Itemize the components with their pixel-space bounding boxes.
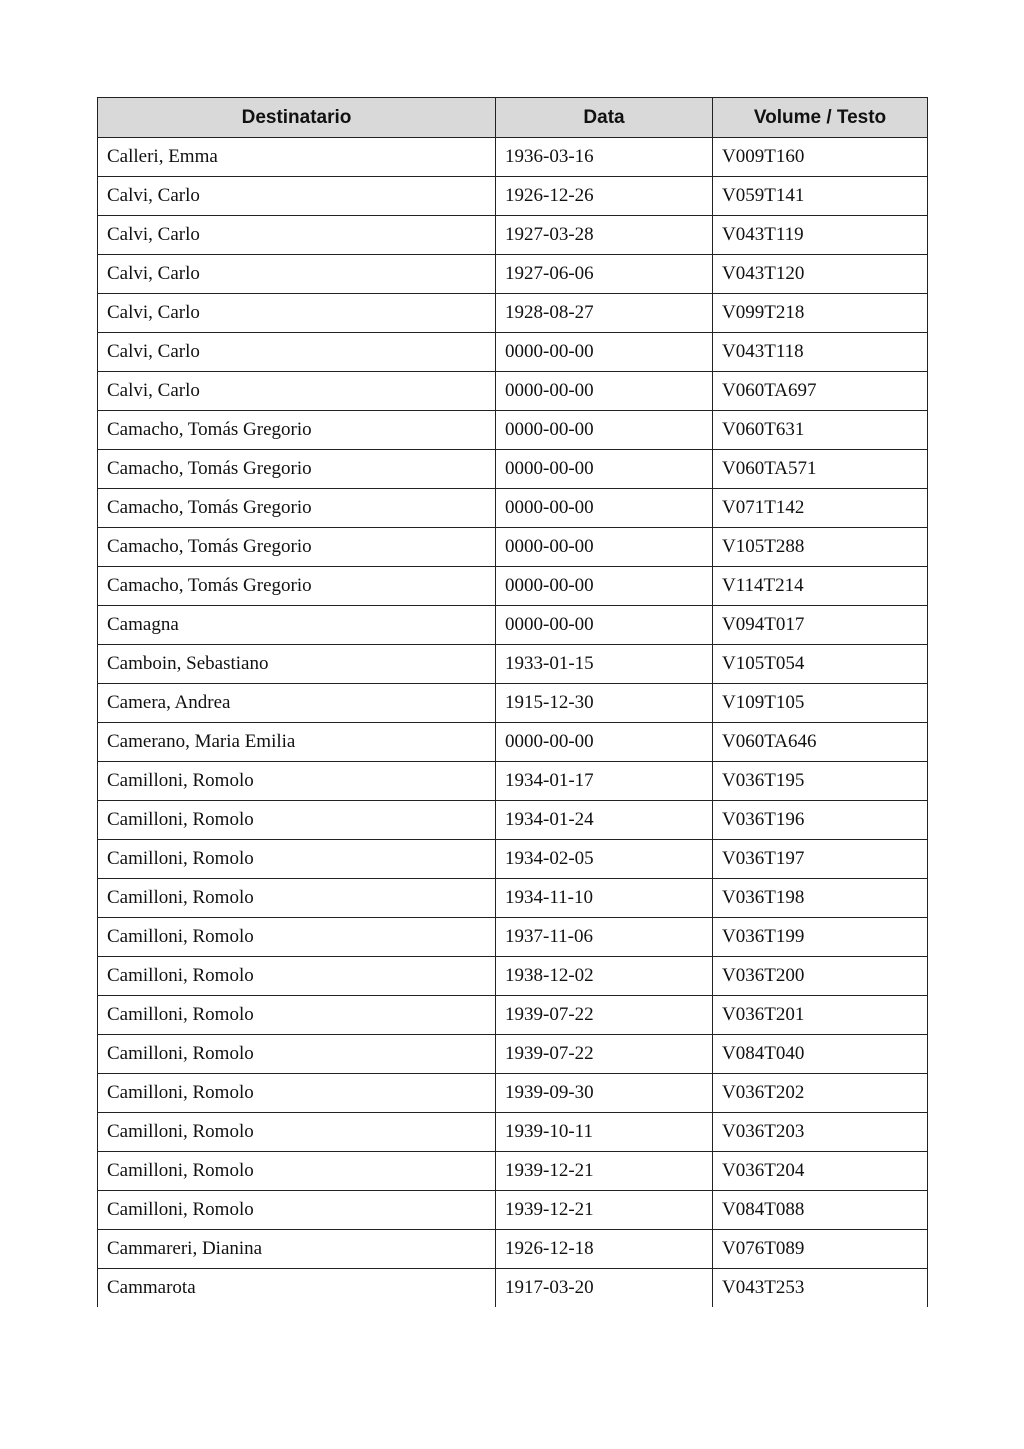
- cell-destinatario: Camagna: [98, 606, 496, 645]
- cell-volume-testo: V009T160: [713, 138, 928, 177]
- cell-volume-testo: V060TA571: [713, 450, 928, 489]
- table-row: [98, 1152, 928, 1191]
- cell-destinatario: Calvi, Carlo: [98, 333, 496, 372]
- cell-volume-testo: V036T197: [713, 840, 928, 879]
- table-row: [98, 138, 928, 177]
- cell-destinatario: Camera, Andrea: [98, 684, 496, 723]
- cell-destinatario: Calvi, Carlo: [98, 372, 496, 411]
- header-row: [98, 98, 928, 138]
- cell-destinatario: Cammareri, Dianina: [98, 1230, 496, 1269]
- table-row: [98, 1113, 928, 1152]
- cell-destinatario: Camilloni, Romolo: [98, 879, 496, 918]
- cell-data: 1937-11-06: [496, 918, 713, 957]
- cell-volume-testo: V076T089: [713, 1230, 928, 1269]
- table-row: [98, 957, 928, 996]
- cell-destinatario: Calvi, Carlo: [98, 294, 496, 333]
- table-row: [98, 1191, 928, 1230]
- header-destinatario: Destinatario: [98, 98, 496, 138]
- cell-data: 0000-00-00: [496, 723, 713, 762]
- cell-volume-testo: V084T088: [713, 1191, 928, 1230]
- cell-data: 1934-02-05: [496, 840, 713, 879]
- cell-data: 0000-00-00: [496, 567, 713, 606]
- table-row: [98, 1035, 928, 1074]
- table-row: [98, 567, 928, 606]
- cell-volume-testo: V114T214: [713, 567, 928, 606]
- table-row: [98, 684, 928, 723]
- cell-destinatario: Calvi, Carlo: [98, 216, 496, 255]
- cell-destinatario: Camilloni, Romolo: [98, 840, 496, 879]
- cell-volume-testo: V094T017: [713, 606, 928, 645]
- correspondence-table: [97, 97, 928, 1307]
- table-row: [98, 801, 928, 840]
- cell-destinatario: Camacho, Tomás Gregorio: [98, 489, 496, 528]
- cell-data: 1939-12-21: [496, 1152, 713, 1191]
- cell-data: 0000-00-00: [496, 450, 713, 489]
- cell-volume-testo: V036T201: [713, 996, 928, 1035]
- cell-data: 1939-07-22: [496, 1035, 713, 1074]
- cell-destinatario: Camacho, Tomás Gregorio: [98, 450, 496, 489]
- cell-data: 1933-01-15: [496, 645, 713, 684]
- cell-volume-testo: V036T200: [713, 957, 928, 996]
- cell-destinatario: Camilloni, Romolo: [98, 762, 496, 801]
- table-row: [98, 606, 928, 645]
- cell-destinatario: Camacho, Tomás Gregorio: [98, 411, 496, 450]
- table-row: [98, 450, 928, 489]
- cell-volume-testo: V109T105: [713, 684, 928, 723]
- cell-volume-testo: V036T203: [713, 1113, 928, 1152]
- cell-volume-testo: V071T142: [713, 489, 928, 528]
- cell-volume-testo: V036T199: [713, 918, 928, 957]
- cell-destinatario: Camilloni, Romolo: [98, 1035, 496, 1074]
- table-row: [98, 372, 928, 411]
- cell-data: 0000-00-00: [496, 489, 713, 528]
- header-volume-testo: Volume / Testo: [713, 98, 928, 138]
- table-row: [98, 1074, 928, 1113]
- cell-volume-testo: V060TA697: [713, 372, 928, 411]
- cell-volume-testo: V105T288: [713, 528, 928, 567]
- cell-destinatario: Calvi, Carlo: [98, 255, 496, 294]
- cell-data: 1936-03-16: [496, 138, 713, 177]
- cell-data: 0000-00-00: [496, 411, 713, 450]
- cell-data: 0000-00-00: [496, 528, 713, 567]
- table-row: [98, 528, 928, 567]
- cell-destinatario: Camilloni, Romolo: [98, 1152, 496, 1191]
- cell-data: 1934-01-24: [496, 801, 713, 840]
- cell-data: 1927-03-28: [496, 216, 713, 255]
- table-row: [98, 918, 928, 957]
- cell-destinatario: Camacho, Tomás Gregorio: [98, 567, 496, 606]
- cell-data: 1934-11-10: [496, 879, 713, 918]
- table-row: [98, 840, 928, 879]
- table-row: [98, 177, 928, 216]
- cell-data: 1927-06-06: [496, 255, 713, 294]
- header-data: Data: [496, 98, 713, 138]
- cell-data: 1915-12-30: [496, 684, 713, 723]
- table-row: [98, 723, 928, 762]
- cell-data: 1938-12-02: [496, 957, 713, 996]
- table-row: [98, 216, 928, 255]
- cell-volume-testo: V043T253: [713, 1269, 928, 1308]
- cell-destinatario: Camilloni, Romolo: [98, 996, 496, 1035]
- cell-volume-testo: V060T631: [713, 411, 928, 450]
- cell-volume-testo: V059T141: [713, 177, 928, 216]
- cell-destinatario: Calleri, Emma: [98, 138, 496, 177]
- cell-data: 1934-01-17: [496, 762, 713, 801]
- table-row: [98, 879, 928, 918]
- cell-volume-testo: V036T196: [713, 801, 928, 840]
- cell-volume-testo: V036T202: [713, 1074, 928, 1113]
- cell-destinatario: Camilloni, Romolo: [98, 1074, 496, 1113]
- table-header: [98, 98, 928, 138]
- cell-volume-testo: V043T118: [713, 333, 928, 372]
- cell-volume-testo: V036T195: [713, 762, 928, 801]
- cell-data: 0000-00-00: [496, 606, 713, 645]
- table-row: [98, 294, 928, 333]
- cell-data: 1926-12-18: [496, 1230, 713, 1269]
- cell-destinatario: Camilloni, Romolo: [98, 918, 496, 957]
- cell-volume-testo: V036T198: [713, 879, 928, 918]
- cell-data: 1926-12-26: [496, 177, 713, 216]
- cell-data: 0000-00-00: [496, 372, 713, 411]
- cell-volume-testo: V084T040: [713, 1035, 928, 1074]
- cell-volume-testo: V099T218: [713, 294, 928, 333]
- cell-destinatario: Camilloni, Romolo: [98, 1113, 496, 1152]
- cell-data: 1928-08-27: [496, 294, 713, 333]
- table-row: [98, 333, 928, 372]
- cell-data: 0000-00-00: [496, 333, 713, 372]
- table-row: [98, 645, 928, 684]
- cell-data: 1939-09-30: [496, 1074, 713, 1113]
- cell-destinatario: Camacho, Tomás Gregorio: [98, 528, 496, 567]
- cell-volume-testo: V043T120: [713, 255, 928, 294]
- cell-volume-testo: V043T119: [713, 216, 928, 255]
- cell-destinatario: Camboin, Sebastiano: [98, 645, 496, 684]
- cell-data: 1939-07-22: [496, 996, 713, 1035]
- cell-destinatario: Camilloni, Romolo: [98, 957, 496, 996]
- cell-destinatario: Calvi, Carlo: [98, 177, 496, 216]
- table-row: [98, 1230, 928, 1269]
- cell-destinatario: Cammarota: [98, 1269, 496, 1308]
- table-row: [98, 996, 928, 1035]
- table-row: [98, 762, 928, 801]
- cell-data: 1939-12-21: [496, 1191, 713, 1230]
- table-body: [98, 138, 928, 1308]
- cell-volume-testo: V060TA646: [713, 723, 928, 762]
- cell-volume-testo: V036T204: [713, 1152, 928, 1191]
- table-row: [98, 1269, 928, 1308]
- cell-volume-testo: V105T054: [713, 645, 928, 684]
- table-row: [98, 489, 928, 528]
- table-row: [98, 255, 928, 294]
- cell-destinatario: Camilloni, Romolo: [98, 1191, 496, 1230]
- cell-destinatario: Camilloni, Romolo: [98, 801, 496, 840]
- cell-data: 1939-10-11: [496, 1113, 713, 1152]
- table-row: [98, 411, 928, 450]
- cell-destinatario: Camerano, Maria Emilia: [98, 723, 496, 762]
- cell-data: 1917-03-20: [496, 1269, 713, 1308]
